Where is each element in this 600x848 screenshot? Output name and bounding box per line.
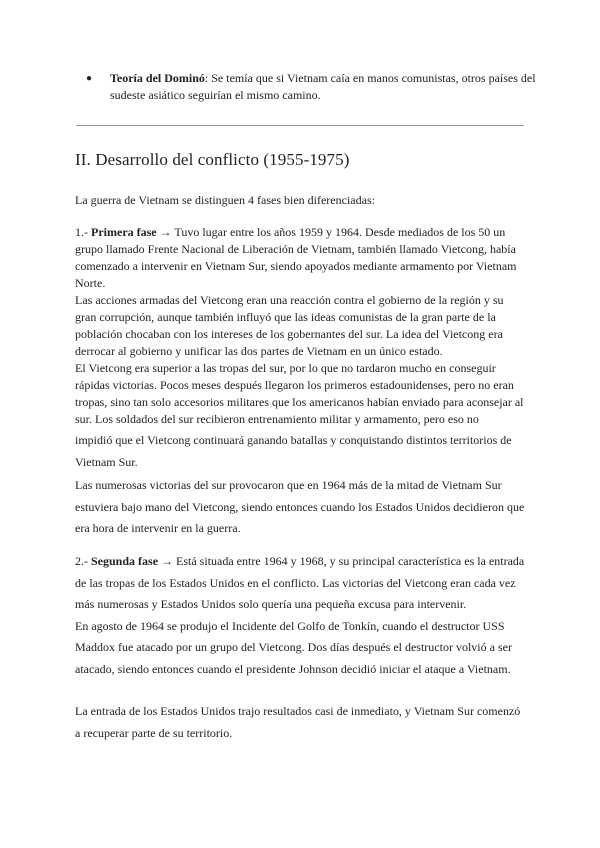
bullet-term: Teoría del Dominó: [110, 71, 205, 85]
phase1-paragraph-3-cont: impidió que el Vietcong continuará ganando batallas y conquistando distintos territorios de Vietnam Sur.: [75, 433, 512, 469]
bullet-description: : Se temía que si Vietnam caía en manos comunistas, otros países del sudeste asiático seguirían el mismo camino.: [110, 71, 536, 102]
phase1-term: Primera fase: [91, 225, 157, 239]
section-heading: II. Desarrollo del conflicto (1955-1975): [75, 150, 350, 169]
phase2-term: Segunda fase: [91, 554, 159, 568]
phase2-text: → Está situada entre 1964 y 1968, y su principal característica es la entrada de las tropas de los Estados Unidos en el conflicto. Las victorias del Vietcong eran cada vez más numerosas y Estados Unidos solo quería una pequeña excusa para intervenir.: [75, 554, 525, 611]
bullet-text: [110, 70, 538, 104]
phase2-paragraph-2: En agosto de 1964 se produjo el Incidente del Golfo de Tonkín, cuando el destructor USS Maddox fue atacado por un grupo del Vietcong. Dos días después el destructor volvió a ser atacado, siendo entonces cuando el presidente Johnson decidió iniciar el ataque a Vietnam.: [75, 618, 512, 676]
phase2-prefix: 2.-: [75, 554, 91, 568]
phase2-block: [75, 551, 526, 744]
intro-paragraph: La guerra de Vietnam se distinguen 4 fases bien diferenciadas:: [75, 193, 375, 207]
phase1-paragraph-2: Las acciones armadas del Vietcong eran una reacción contra el gobierno de la región y su gran corrupción, aunque también influyó que las ideas comunistas de la gran parte de la población chocaban con los intereses de los gobernantes del sur. La idea del Vietcong era derrocar al gobierno y unificar las dos partes de Vietnam en un único estado.: [75, 293, 504, 358]
bullet-dot-icon: ●: [86, 73, 93, 84]
horizontal-divider: [76, 125, 524, 126]
phase1-paragraph-4: Las numerosas victorias del sur provocaron que en 1964 más de la mitad de Vietnam Sur estuviera bajo mano del Vietcong, siendo entonces cuando los Estados Unidos decidieron que era hora de intervenir en la guerra.: [75, 478, 525, 535]
phase1-paragraph-1: [75, 224, 526, 292]
phase1-paragraph-3: El Vietcong era superior a las tropas del sur, por lo que no tardaron mucho en conseguir rápidas victorias. Pocos meses después llegaron los primeros estadounidenses, pero no eran tropas, sino tan solo accesorios militares que los americanos habían enviado para aconsejar al sur. Los soldados del sur recibieron entrenamiento militar y armamento, pero eso no: [75, 361, 524, 426]
bullet-item: [88, 70, 538, 104]
phase2-paragraph-3: La entrada de los Estados Unidos trajo resultados casi de inmediato, y Vietnam Sur comenzó a recuperar parte de su territorio.: [75, 704, 521, 740]
phase1-text: → Tuvo lugar entre los años 1959 y 1964. Desde mediados de los 50 un grupo llamado Frente Nacional de Liberación de Vietnam, también llamado Vietcong, había comenzado a intervenir en Vietnam Sur, siendo apoyados mediante armamento por Vietnam Norte.: [75, 225, 517, 290]
phase1-prefix: 1.-: [75, 225, 91, 239]
phase2-paragraph-1: [75, 551, 526, 616]
phase1-block: [75, 224, 526, 540]
